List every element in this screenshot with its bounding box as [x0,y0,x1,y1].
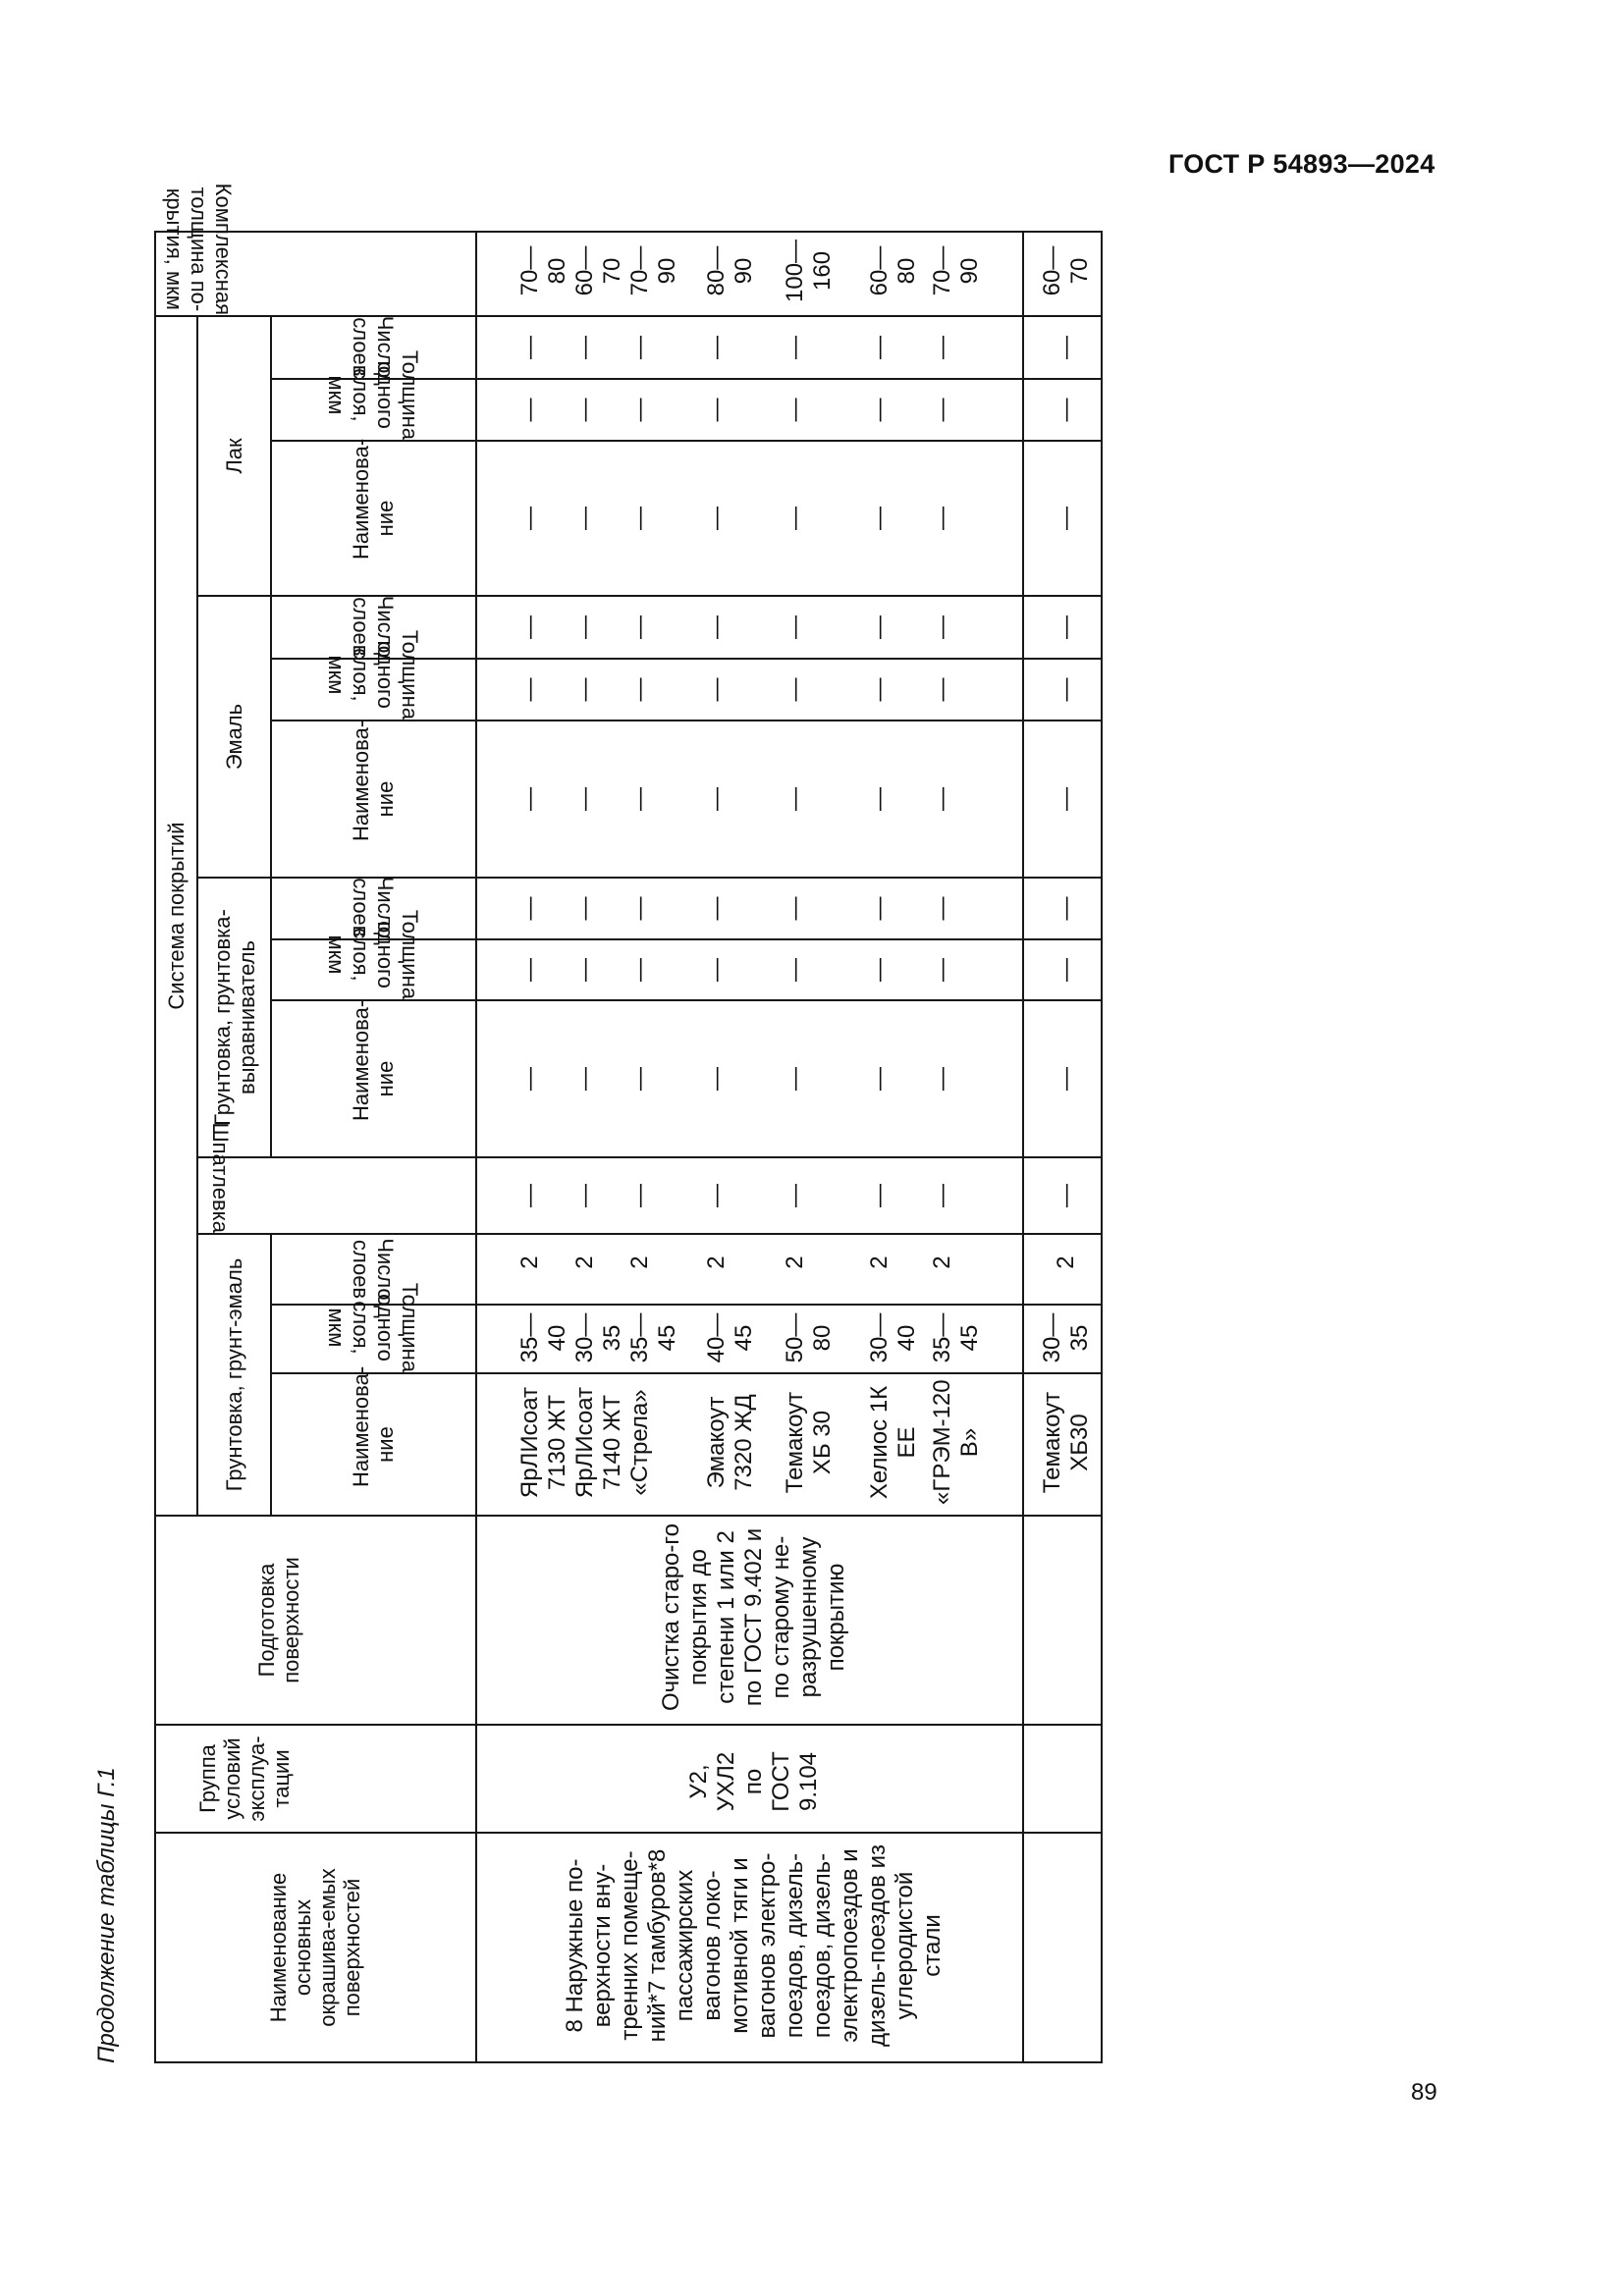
list-item: — [703,507,731,530]
header-enamel-name: Наименова-ние [271,721,475,878]
list-item: — [703,398,731,422]
list-item: — [866,398,893,422]
cell-enamel-name: — [1023,721,1102,878]
col-leveler-thickness [476,939,1023,1000]
header-leveler-layers-text: Число слоев [349,876,399,938]
col-primer-layers [476,1234,1023,1305]
list-item: 60—70 [571,245,626,296]
header-leveler-thickness [271,909,475,1000]
list-item: — [782,677,809,702]
list-item: 2 [516,1255,544,1269]
list-item: — [866,507,893,530]
table-row-group-8 [476,232,1023,2062]
list-item: — [516,1184,544,1207]
list-item: — [782,615,809,639]
header-varnish: Лак [197,316,271,596]
list-item: — [571,398,599,422]
list-item: ЯрЛИсоат 7140 ЖТ [571,1386,626,1499]
cell-empty [1023,1516,1102,1725]
header-leveler-layers [271,878,475,939]
list-item: — [866,335,893,359]
list-item: — [703,896,731,921]
cell-leveler-layers: — [1023,878,1102,939]
list-item: — [516,677,544,702]
coating-systems-table [154,183,1103,2063]
list-item: Эмакоут 7320 ЖД [703,1394,758,1491]
list-item: 70—90 [626,245,681,296]
header-putty [197,1122,476,1234]
list-item: 2 [626,1255,654,1269]
col-total-thickness [476,232,1023,316]
list-item: — [516,335,544,359]
list-item: — [782,787,809,811]
list-item: — [866,787,893,811]
header-enamel-thickness-text: Толщина одного слоя, мкм [324,629,423,720]
list-item: — [929,335,956,359]
table-row-last [1023,232,1102,2062]
list-item: 100—160 [782,239,837,302]
list-item: 50—80 [782,1312,837,1363]
list-item: — [929,787,956,811]
list-item: — [626,896,654,921]
list-item: — [703,335,731,359]
col-primer-thickness [476,1305,1023,1373]
col-varnish-name [476,441,1023,596]
cell-putty: — [1023,1157,1102,1234]
list-item: 70—80 [516,245,571,296]
list-item: — [516,958,544,982]
col-leveler-layers [476,878,1023,939]
list-item: — [782,507,809,530]
cell-surface-prep: Очистка старо-го покрытия до степени 1 или 2 по ГОСТ 9.402 и по старому не-разрушенному покрытию [476,1516,1023,1725]
list-item: — [703,615,731,639]
cell-primer-thickness: 30—35 [1023,1305,1102,1373]
list-item: — [866,958,893,982]
list-item: 60—80 [866,245,921,296]
list-item: — [929,896,956,921]
list-item: 70—90 [929,245,984,296]
header-primer-thickness [271,1282,475,1373]
cell-surface-name: 8 Наружные по-верхности вну-тренних помеще-ний*7 тамбуров*8 пассажирских вагонов локо-мотивной тяги и вагонов электро-поездов, дизель-поездов, дизель-электропоездов и дизель-поездов из углеродистой стали [476,1833,1023,2062]
list-item: — [516,507,544,530]
list-item: — [929,1067,956,1091]
list-item: — [626,398,654,422]
header-enamel-thickness [271,629,475,721]
list-item: — [703,958,731,982]
list-item: — [782,398,809,422]
list-item: — [626,335,654,359]
list-item: «Стрела» [626,1389,654,1496]
list-item: — [571,1184,599,1207]
list-item: — [782,958,809,982]
header-enamel: Эмаль [197,596,271,878]
list-item: — [571,958,599,982]
page-number: 89 [1411,2079,1437,2106]
header-varnish-thickness-text: Толщина одного слоя, мкм [324,349,423,440]
list-item: — [866,615,893,639]
list-item: — [516,398,544,422]
list-item: — [929,507,956,530]
cell-total-thickness: 60—70 [1023,232,1102,316]
header-coating-system: Система покрытий [155,316,197,1516]
list-item: — [866,1067,893,1091]
list-item: 35—45 [929,1312,984,1363]
list-item: — [929,615,956,639]
list-item: — [866,677,893,702]
list-item: — [929,1184,956,1207]
list-item: — [866,1184,893,1207]
list-item: — [571,677,599,702]
list-item: — [626,958,654,982]
cell-enamel-layers: — [1023,596,1102,659]
list-item: 40—45 [703,1312,758,1363]
list-item: 2 [782,1255,809,1269]
col-varnish-layers [476,316,1023,379]
list-item: 2 [929,1255,956,1269]
table-caption: Продолжение таблицы Г.1 [93,1767,120,2063]
cell-varnish-layers: — [1023,316,1102,379]
header-varnish-layers-text: Число слоев [349,315,399,378]
list-item: Хелиос 1К ЕЕ [866,1385,921,1500]
header-varnish-name: Наименова-ние [271,441,475,596]
list-item: — [782,335,809,359]
list-item: — [516,896,544,921]
cell-operating-group: У2, УХЛ2 по ГОСТ 9.104 [476,1725,1023,1833]
header-total-thickness [155,183,476,316]
list-item: — [516,1067,544,1091]
col-putty [476,1157,1023,1234]
header-primer-layers-text: Число слоев [349,1238,399,1301]
cell-empty [1023,1833,1102,2062]
cell-varnish-thickness: — [1023,379,1102,441]
cell-primer-layers: 2 [1023,1234,1102,1305]
list-item: 30—40 [866,1312,921,1363]
col-primer-name [476,1373,1023,1516]
header-primer-layers [271,1234,475,1305]
list-item: — [782,1184,809,1207]
header-surface-prep: Подготовка поверхности [155,1516,476,1725]
list-item: — [626,615,654,639]
list-item: ЯрЛИсоат 7130 ЖТ [516,1386,571,1499]
header-total-thickness-text: Комплексная толщина по-крытия, мкм [162,183,236,315]
list-item: — [626,677,654,702]
list-item: — [571,507,599,530]
list-item: 2 [571,1255,599,1269]
header-primer-name: Наименова-ние [271,1373,475,1516]
list-item: 35—45 [626,1312,681,1363]
list-item: — [626,507,654,530]
cell-leveler-thickness: — [1023,939,1102,1000]
header-enamel-layers [271,596,475,659]
list-item: — [571,1067,599,1091]
header-primer-thickness-text: Толщина одного слоя, мкм [324,1282,423,1372]
header-varnish-thickness [271,349,475,441]
list-item: 35—40 [516,1312,571,1363]
list-item: — [703,787,731,811]
list-item: — [571,615,599,639]
list-item: 80—90 [703,245,758,296]
header-leveler: Грунтовка, грунтовка-выравниватель [197,878,271,1157]
list-item: — [626,787,654,811]
list-item: — [516,787,544,811]
standard-designation: ГОСТ Р 54893—2024 [1168,149,1435,179]
list-item: — [626,1067,654,1091]
list-item: 2 [703,1255,731,1269]
list-item: — [703,1067,731,1091]
cell-varnish-name: — [1023,441,1102,596]
header-leveler-name: Наименова-ние [271,1000,475,1157]
rotated-table-block [93,183,1103,2063]
header-varnish-layers [271,316,475,379]
col-enamel-name [476,721,1023,878]
col-leveler-name [476,1000,1023,1157]
list-item: — [571,787,599,811]
list-item: — [929,677,956,702]
list-item: — [516,615,544,639]
cell-empty [1023,1725,1102,1833]
header-operating-group: Группа условий эксплуа-тации [155,1725,476,1833]
list-item: — [703,677,731,702]
list-item: — [571,335,599,359]
header-enamel-layers-text: Число слоев [349,595,399,658]
header-surface-name: Наименование основных окрашива-емых поверхностей [155,1833,476,2062]
list-item: — [929,398,956,422]
cell-primer-name: Темакоут ХБ30 [1023,1373,1102,1516]
list-item: 2 [866,1255,893,1269]
list-item: — [571,896,599,921]
header-leveler-thickness-text: Толщина одного слоя, мкм [324,909,423,999]
list-item: — [782,896,809,921]
col-enamel-thickness [476,659,1023,721]
header-putty-text: Шпатлевка [208,1122,234,1233]
list-item: — [866,896,893,921]
header-primer: Грунтовка, грунт-эмаль [197,1234,271,1516]
cell-leveler-name: — [1023,1000,1102,1157]
col-enamel-layers [476,596,1023,659]
list-item: — [703,1184,731,1207]
list-item: «ГРЭМ-120 В» [929,1379,984,1505]
list-item: — [782,1067,809,1091]
list-item: Темакоут ХБ 30 [782,1391,837,1494]
list-item: — [929,958,956,982]
cell-enamel-thickness: — [1023,659,1102,721]
list-item: 30—35 [571,1312,626,1363]
list-item: — [626,1184,654,1207]
col-varnish-thickness [476,379,1023,441]
